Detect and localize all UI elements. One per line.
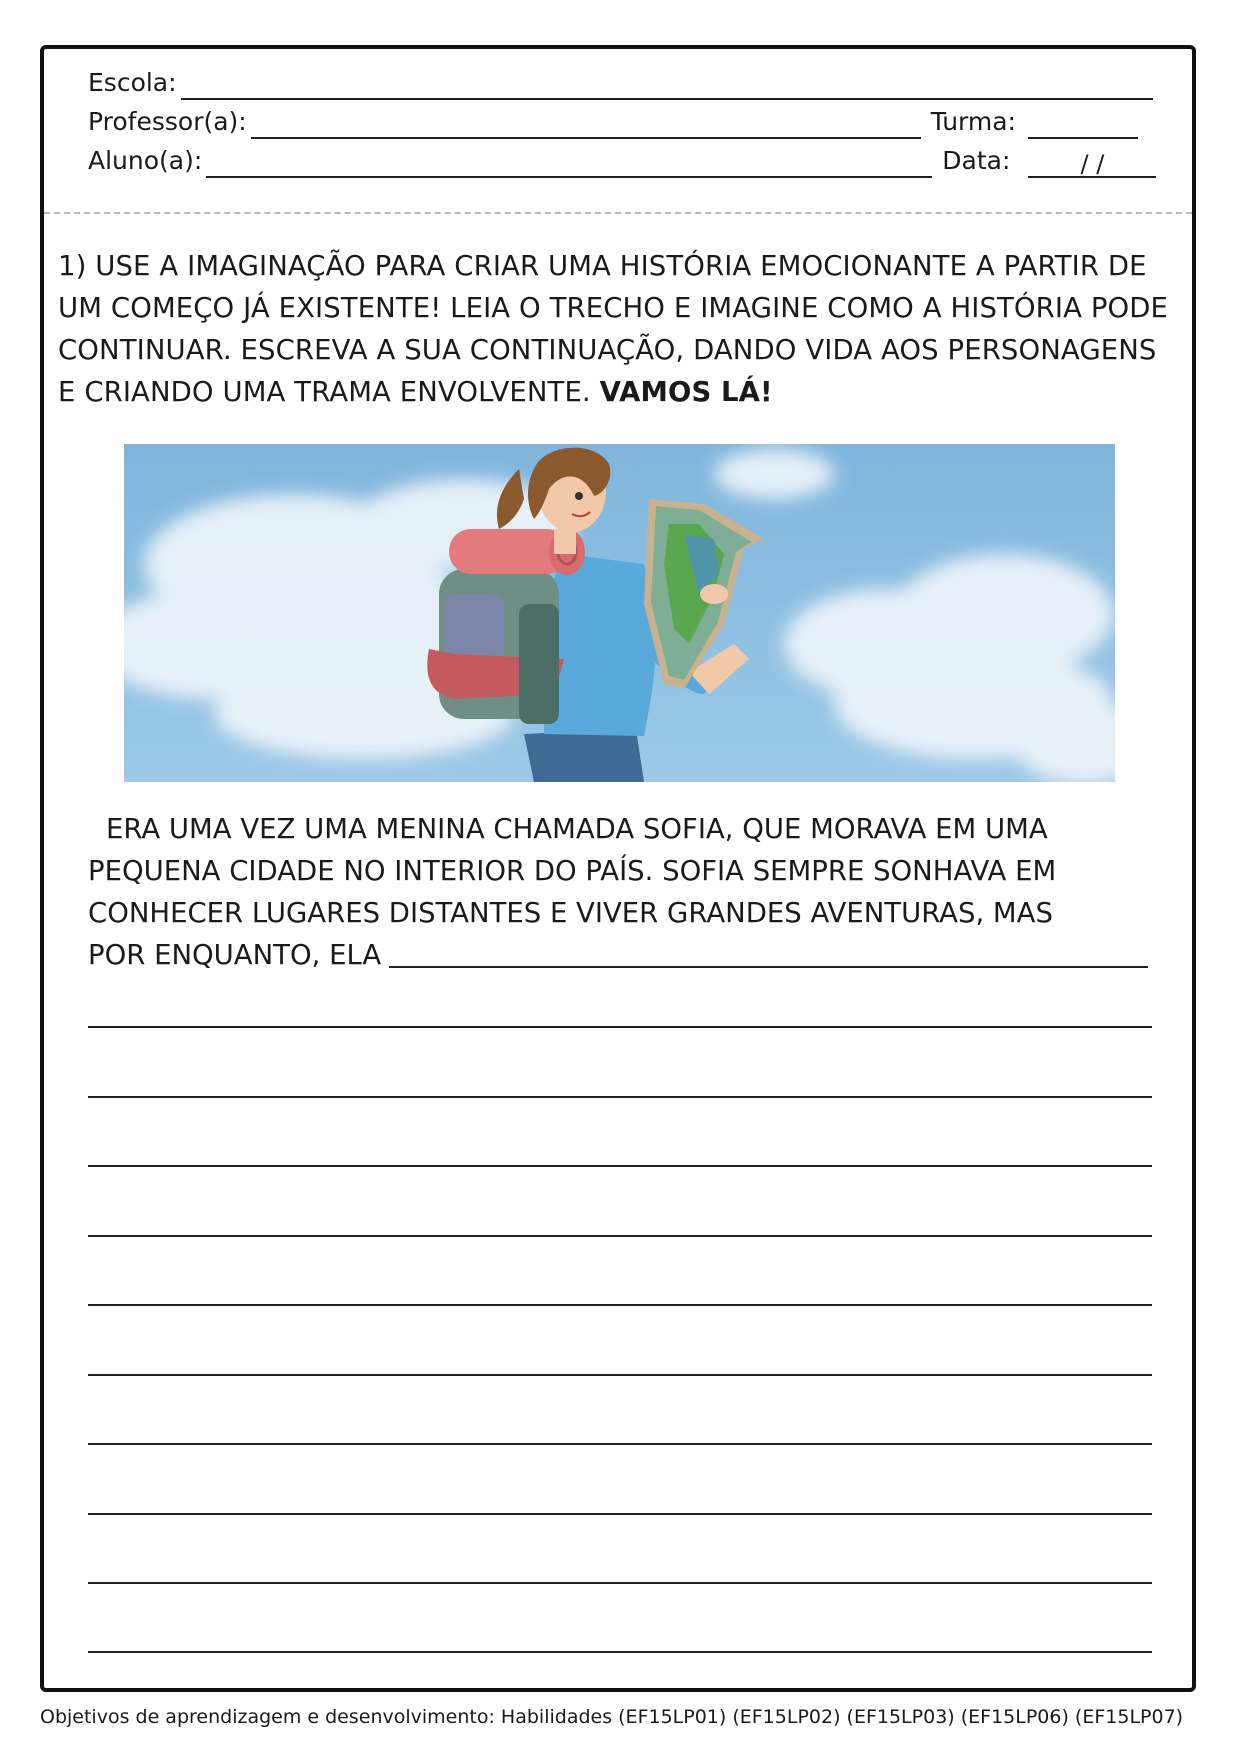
data-label: Data:: [942, 146, 1011, 175]
story-line-2: PEQUENA CIDADE NO INTERIOR DO PAÍS. SOFIA SEMPRE SONHAVA EM: [88, 855, 1057, 887]
writing-line[interactable]: [88, 1096, 1152, 1098]
header-divider: [44, 212, 1192, 214]
professor-label: Professor(a):: [88, 107, 247, 136]
writing-line[interactable]: [88, 1165, 1152, 1167]
writing-line[interactable]: [88, 1304, 1152, 1306]
footer-objectives: Objetivos de aprendizagem e desenvolvimento: Habilidades (EF15LP01) (EF15LP02) (EF15LP03) (EF15LP06) (EF15LP07): [40, 1706, 1184, 1728]
aluno-label: Aluno(a):: [88, 146, 203, 175]
aluno-row: [88, 144, 1156, 178]
escola-row: [88, 66, 1153, 100]
story-line-1: ERA UMA VEZ UMA MENINA CHAMADA SOFIA, QUE MORAVA EM UMA: [106, 813, 1048, 845]
writing-line[interactable]: [88, 1374, 1152, 1376]
continuation-field[interactable]: [389, 938, 1148, 968]
writing-line[interactable]: [88, 1651, 1152, 1653]
escola-label: Escola:: [88, 68, 177, 97]
turma-label: Turma:: [930, 107, 1016, 136]
question-emphasis: VAMOS LÁ!: [599, 376, 773, 408]
writing-line[interactable]: [88, 1026, 1152, 1028]
aluno-field[interactable]: [206, 152, 932, 178]
writing-line[interactable]: [88, 1582, 1152, 1584]
story-start: [88, 808, 1148, 976]
writing-line[interactable]: [88, 1235, 1152, 1237]
escola-field[interactable]: [181, 74, 1153, 100]
story-line-3: CONHECER LUGARES DISTANTES E VIVER GRANDES AVENTURAS, MAS: [88, 897, 1053, 929]
question-instructions: 1) USE A IMAGINAÇÃO PARA CRIAR UMA HISTÓRIA EMOCIONANTE A PARTIR DE UM COMEÇO JÁ EXISTENTE! LEIA O TRECHO E IMAGINE COMO A HISTÓRIA PODE CONTINUAR. ESCREVA A SUA CONTINUAÇÃO, DANDO VIDA AOS PERSONAGENS E CRIANDO UMA TRAMA ENVOLVENTE.: [58, 250, 1169, 408]
turma-field[interactable]: [1028, 113, 1138, 139]
writing-line[interactable]: [88, 1443, 1152, 1445]
question-text: [58, 245, 1178, 413]
data-field[interactable]: / /: [1028, 152, 1156, 178]
writing-line[interactable]: [88, 1513, 1152, 1515]
professor-field[interactable]: [251, 113, 921, 139]
story-line-4: [88, 934, 1148, 976]
story-line-4-text: POR ENQUANTO, ELA: [88, 939, 382, 971]
professor-row: [88, 105, 1138, 139]
girl-with-backpack-and-map-icon: [124, 444, 1115, 782]
